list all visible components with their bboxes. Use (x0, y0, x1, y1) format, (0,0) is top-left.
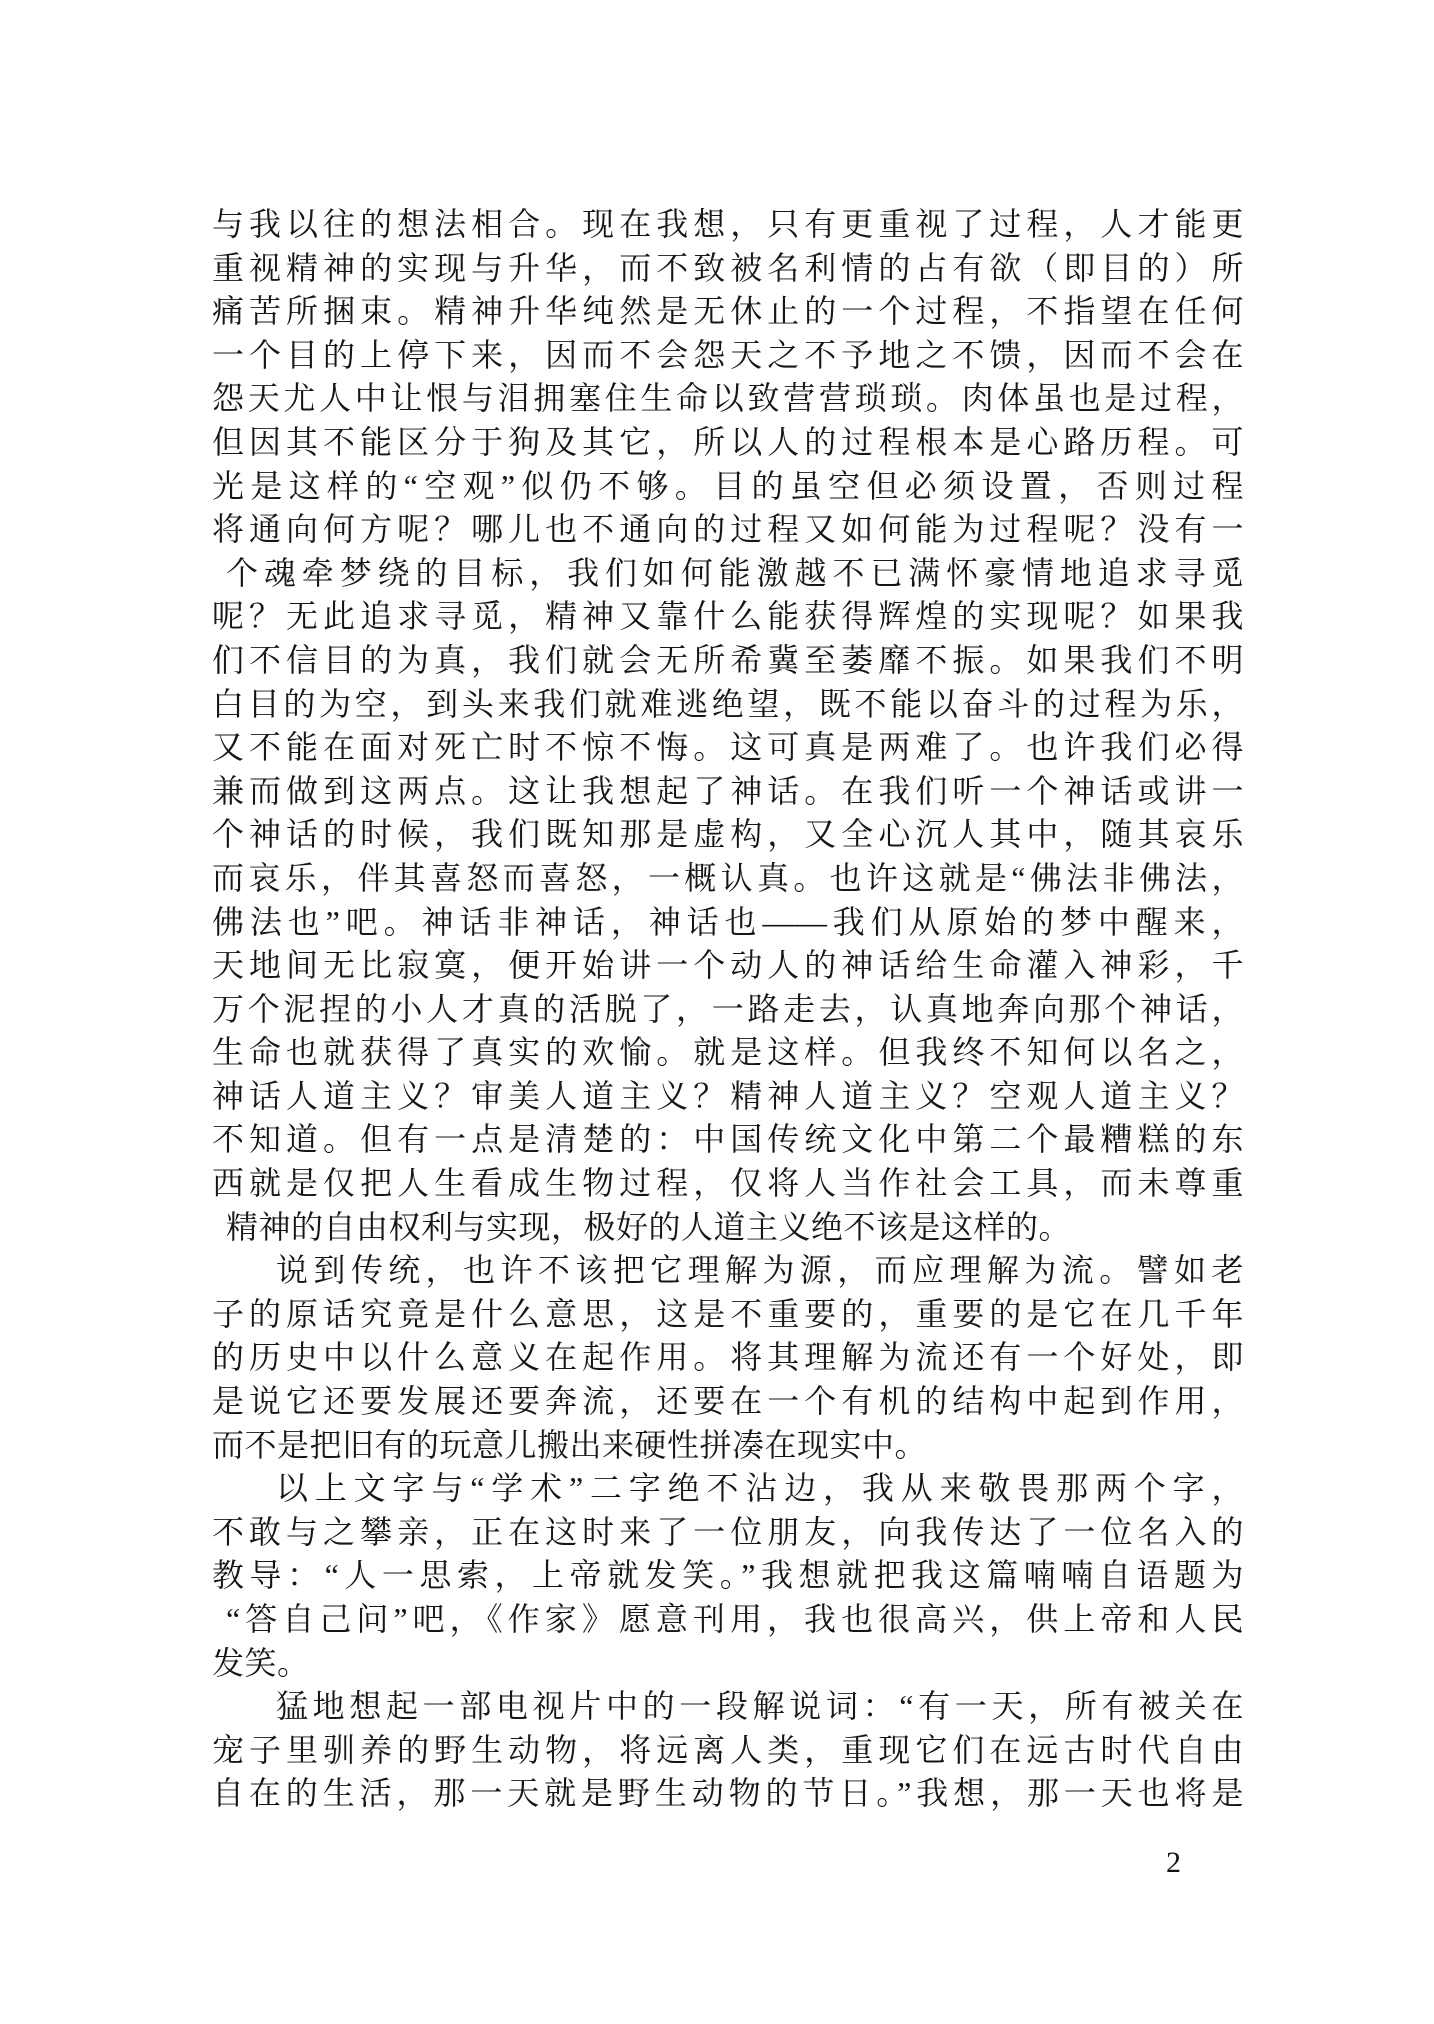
text-line: 不敢与之攀亲，正在这时来了一位朋友，向我传达了一位名入的 (212, 1513, 1244, 1550)
text-line: 精神的自由权利与实现，极好的人道主义绝不该是这样的。 (226, 1208, 1072, 1245)
text-line: 以上文字与“学术”二字绝不沾边，我从来敬畏那两个字， (276, 1470, 1244, 1507)
text-line: 怨天尤人中让恨与泪拥塞住生命以致营营琐琐。肉体虽也是过程， (212, 380, 1244, 417)
text-line: 佛法也”吧。神话非神话，神话也——我们从原始的梦中醒来， (212, 903, 1244, 940)
text-line: 兼而做到这两点。这让我想起了神话。在我们听一个神话或讲一 (212, 772, 1244, 809)
text-line: 天地间无比寂寞，便开始讲一个动人的神话给生命灌入神彩，千 (212, 947, 1244, 984)
text-line: 宠子里驯养的野生动物，将远离人类，重现它们在远古时代自由 (212, 1731, 1244, 1768)
text-line: 万个泥捏的小人才真的活脱了，一路走去，认真地奔向那个神话， (212, 990, 1244, 1027)
text-line: 但因其不能区分于狗及其它，所以人的过程根本是心路历程。可 (212, 423, 1244, 460)
text-line: 而哀乐，伴其喜怒而喜怒，一概认真。也许这就是“佛法非佛法， (212, 859, 1244, 896)
text-line: 生命也就获得了真实的欢愉。就是这样。但我终不知何以名之， (212, 1034, 1244, 1071)
text-line: 而不是把旧有的玩意儿搬出来硬性拼凑在现实中。 (212, 1426, 928, 1463)
text-line: 说到传统，也许不该把它理解为源，而应理解为流。譬如老 (276, 1252, 1244, 1289)
text-line: 子的原话究竟是什么意思，这是不重要的，重要的是它在几千年 (212, 1295, 1244, 1332)
text-line: 的历史中以什么意义在起作用。将其理解为流还有一个好处，即 (212, 1339, 1244, 1376)
text-line: 是说它还要发展还要奔流，还要在一个有机的结构中起到作用， (212, 1383, 1244, 1420)
text-line: 将通向何方呢？哪儿也不通向的过程又如何能为过程呢？没有一 (212, 511, 1244, 548)
text-line: 不知道。但有一点是清楚的：中国传统文化中第二个最糟糕的东 (212, 1121, 1244, 1158)
text-line: 发笑。 (212, 1644, 310, 1681)
text-line: 教导：“人一思索，上帝就发笑。”我想就把我这篇喃喃自语题为 (212, 1557, 1244, 1594)
text-line: 呢？无此追求寻觅，精神又靠什么能获得辉煌的实现呢？如果我 (212, 598, 1244, 635)
text-line: 个魂牵梦绕的目标，我们如何能激越不已满怀豪情地追求寻觅 (226, 554, 1244, 591)
text-line: 们不信目的为真，我们就会无所希冀至萎靡不振。如果我们不明 (212, 641, 1244, 678)
page-number: 2 (1166, 1846, 1181, 1879)
text-line: 光是这样的“空观”似仍不够。目的虽空但必须设置，否则过程 (212, 467, 1244, 504)
text-line: 个神话的时候，我们既知那是虚构，又全心沉人其中，随其哀乐 (212, 816, 1244, 853)
text-line: 一个目的上停下来，因而不会怨天之不予地之不馈，因而不会在 (212, 336, 1244, 373)
text-line: 又不能在面对死亡时不惊不悔。这可真是两难了。也许我们必得 (212, 729, 1244, 766)
text-line: 猛地想起一部电视片中的一段解说词：“有一天，所有被关在 (276, 1688, 1244, 1725)
text-line: 与我以往的想法相合。现在我想，只有更重视了过程，人才能更 (212, 206, 1244, 242)
text-block (212, 203, 1244, 1816)
text-line: 白目的为空，到头来我们就难逃绝望，既不能以奋斗的过程为乐， (212, 685, 1244, 722)
text-line: 西就是仅把人生看成生物过程，仅将人当作社会工具，而未尊重 (212, 1165, 1244, 1202)
text-line: 痛苦所捆束。精神升华纯然是无休止的一个过程，不指望在任何 (212, 293, 1244, 330)
text-line: 自在的生活，那一天就是野生动物的节日。”我想，那一天也将是 (212, 1775, 1244, 1812)
text-line: 重视精神的实现与升华，而不致被名利情的占有欲（即目的）所 (212, 249, 1244, 286)
text-line: 神话人道主义？审美人道主义？精神人道主义？空观人道主义？ (212, 1077, 1244, 1114)
text-line: “答自己问”吧，《作家》愿意刊用，我也很高兴，供上帝和人民 (226, 1601, 1244, 1637)
